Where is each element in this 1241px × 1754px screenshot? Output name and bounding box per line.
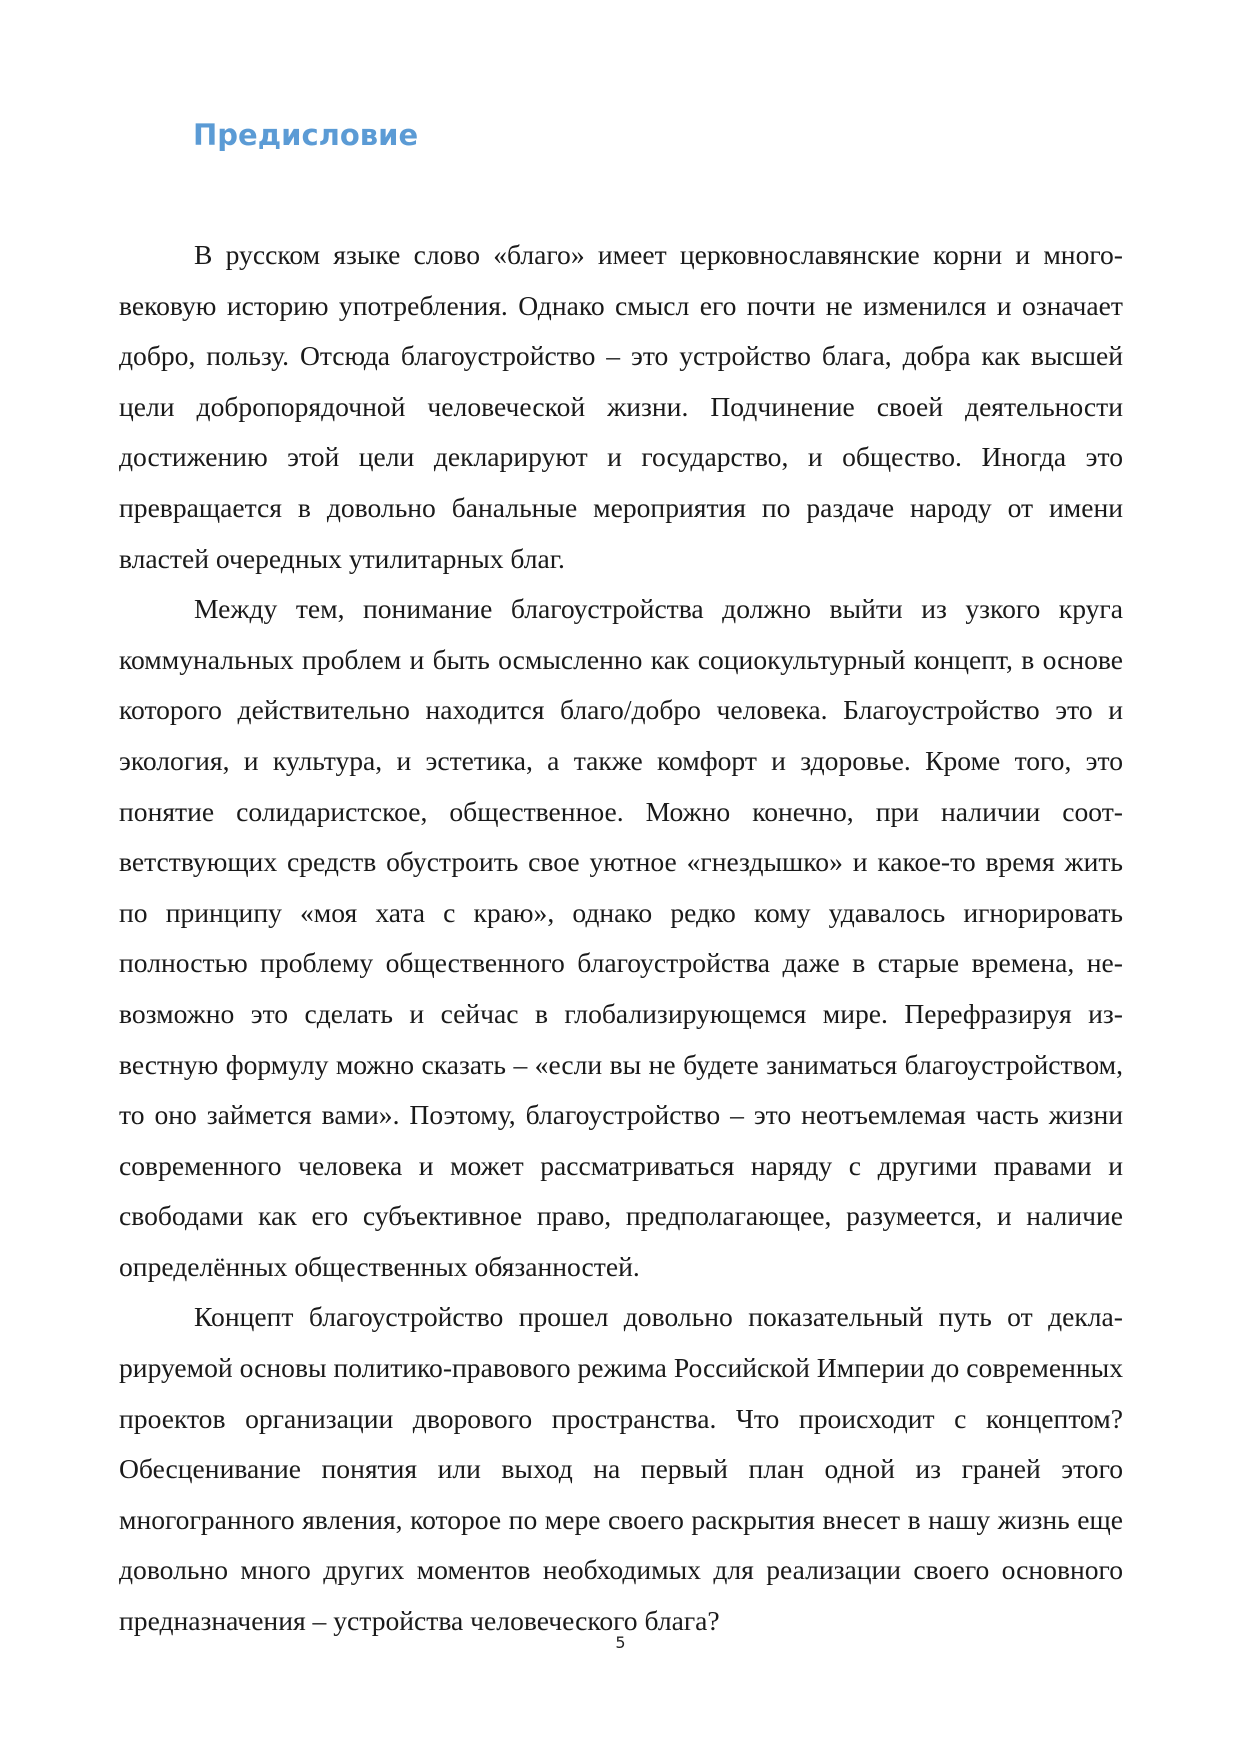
body-text <box>119 230 1123 1647</box>
paragraph-2: Между тем, понимание благоустройства должно выйти из узкого круга коммунальных проблем и быть осмысленно как социокультурный концепт, в основе которого действительно находится благо/добро человека. Благоустройство это и экология, и культура, и эстетика, а также комфорт и здоровье. Кроме того, это понятие солидаристское, общественное. Можно конечно, при наличии соответствующих средств обустроить свое уютное «гнездышко» и какое-то время жить по принципу «моя хата с краю», однако редко кому удавалось игнорировать полностью проблему общественного благоустройства даже в старые времена, невозможно это сделать и сейчас в глобализирующемся мире. Перефразируя известную формулу можно сказать – «если вы не будете заниматься благоустройством, то оно займется вами». Поэтому, благоустройство – это неотъемлемая часть жизни современного человека и может рассматриваться наряду с другими правами и свободами как его субъективное право, предполагающее, разумеется, и наличие определённых общественных обязанностей. <box>119 593 1123 1282</box>
section-heading: Предисловие <box>193 118 419 152</box>
paragraph-3: Концепт благоустройство прошел довольно показательный путь от декларируемой основы политико-правового режима Российской Империи до современных проектов организации дворового пространства. Что происходит с концептом? Обесценивание понятия или выход на первый план одной из граней этого многогранного явления, которое по мере своего раскрытия внесет в нашу жизнь еще довольно много других моментов необходимых для реализации своего основного предназначения – устройства человеческого блага? <box>119 1301 1123 1637</box>
paragraph-1: В русском языке слово «благо» имеет церковнославянские корни и многовековую историю употребления. Однако смысл его почти не изменился и означает добро, пользу. Отсюда благоустройство – это устройство блага, добра как высшей цели добропорядочной человеческой жизни. Подчинение своей деятельности достижению этой цели декларируют и государство, и общество. Иногда это превращается в довольно банальные мероприятия по раздаче народу от имени властей очередных утилитарных благ. <box>119 239 1123 574</box>
page-number: 5 <box>615 1633 626 1652</box>
